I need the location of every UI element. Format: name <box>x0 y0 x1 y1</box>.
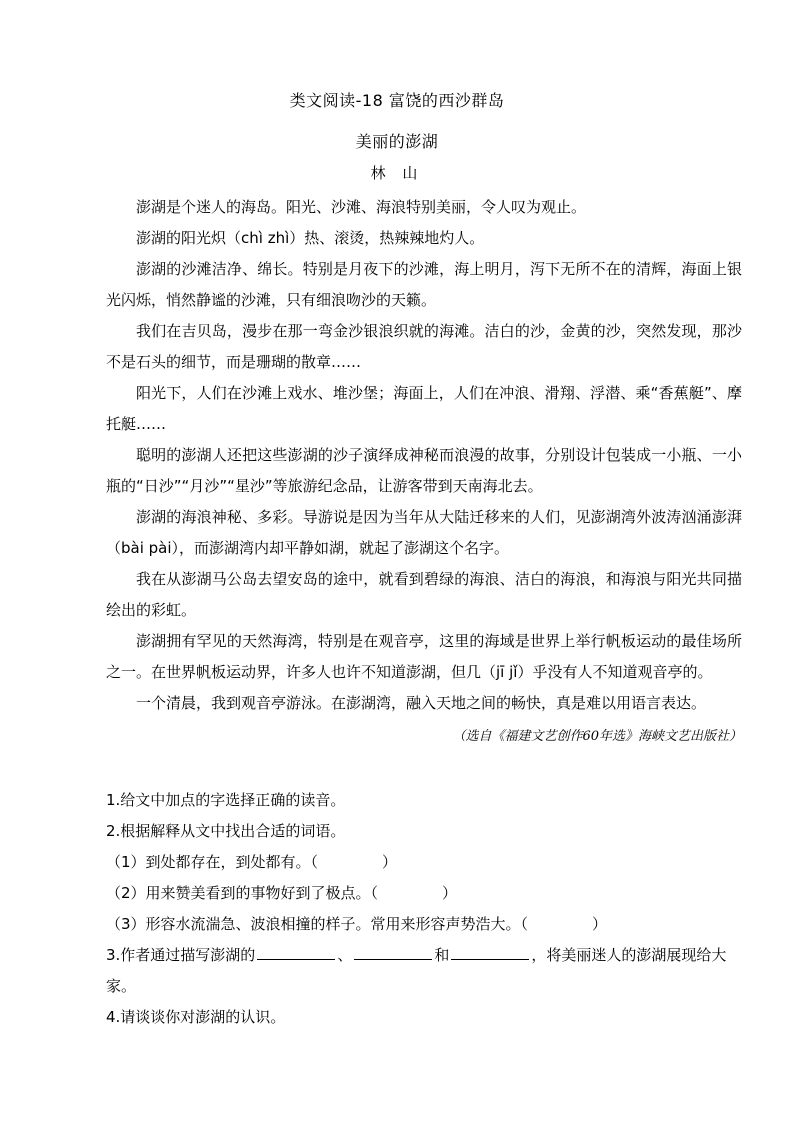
answer-blank[interactable] <box>451 943 529 960</box>
author: 林 山 <box>370 164 424 182</box>
question-2-1-text: （1）到处都存在，到处都有。（ <box>106 853 319 871</box>
passage <box>106 192 742 752</box>
answer-blank[interactable] <box>354 943 432 960</box>
question-2-3-text: （3）形容水流湍急、波浪相撞的样子。常用来形容声势浩大。（ <box>106 915 529 933</box>
paragraph: 一个清晨，我到观音亭游泳。在澎湖湾，融入天地之间的畅快，真是难以用语言表达。 <box>136 694 707 712</box>
series-title: 类文阅读-18 富饶的西沙群岛 <box>289 91 505 110</box>
separator: 、 <box>337 946 353 964</box>
answer-blank[interactable] <box>257 943 335 960</box>
article-title: 美丽的澎湖 <box>355 132 439 151</box>
paragraph: 聪明的澎湖人还把这些澎湖的沙子演绎成神秘而浪漫的故事，分别设计包装成一小瓶、一小瓶的“日沙”“月沙”“星沙”等旅游纪念品，让游客带到天南海北去。 <box>106 446 742 495</box>
paragraph: 澎湖的阳光炽（chì zhì）热、滚烫，热辣辣地灼人。 <box>136 229 485 247</box>
paragraph: 澎湖的海浪神秘、多彩。导游说是因为当年从大陆迁移来的人们，见澎湖湾外波涛汹涌澎湃（bài pài），而澎湖湾内却平静如湖，就起了澎湖这个名字。 <box>106 508 742 557</box>
question-2-1 <box>106 847 746 878</box>
question-1: 1.给文中加点的字选择正确的读音。 <box>106 791 346 809</box>
question-2-2 <box>106 878 746 909</box>
questions <box>106 785 746 1033</box>
paragraph: 我们在吉贝岛，漫步在那一弯金沙银浪织就的海滩。洁白的沙，金黄的沙，突然发现，那沙不是石头的细节，而是珊瑚的散章…… <box>106 322 742 371</box>
paragraph: 澎湖的沙滩洁净、绵长。特别是月夜下的沙滩，海上明月，泻下无所不在的清辉，海面上银光闪烁，悄然静谧的沙滩，只有细浪吻沙的天籁。 <box>106 260 742 309</box>
question-2-2-text: （2）用来赞美看到的事物好到了极点。（ <box>106 884 379 902</box>
paragraph: 阳光下，人们在沙滩上戏水、堆沙堡；海面上，人们在冲浪、滑翔、浮潜、乘“香蕉艇”、摩托艇…… <box>106 384 742 433</box>
close-paren: ） <box>592 915 608 933</box>
question-2-3 <box>106 909 746 940</box>
question-3-tail: ，将美丽迷人的澎湖展现给大家。 <box>106 946 727 995</box>
close-paren: ） <box>382 853 398 871</box>
paragraph: 我在从澎湖马公岛去望安岛的途中，就看到碧绿的海浪、洁白的海浪，和海浪与阳光共同描绘出的彩虹。 <box>106 570 742 619</box>
paragraph: 澎湖是个迷人的海岛。阳光、沙滩、海浪特别美丽，令人叹为观止。 <box>136 198 587 216</box>
question-3-text: 3.作者通过描写澎湖的 <box>106 946 256 964</box>
separator: 和 <box>434 946 450 964</box>
paragraph: 澎湖拥有罕见的天然海湾，特别是在观音亭，这里的海域是世界上举行帆板运动的最佳场所之一。在世界帆板运动界，许多人也许不知道澎湖，但几（jī jǐ）乎没有人不知道观音亭的。 <box>106 632 742 681</box>
close-paren: ） <box>442 884 458 902</box>
source-note: （选自《福建文艺创作60年选》海峡文艺出版社） <box>452 729 742 744</box>
question-3 <box>106 940 746 1002</box>
question-4: 4.请谈谈你对澎湖的认识。 <box>106 1008 286 1026</box>
question-2: 2.根据解释从文中找出合适的词语。 <box>106 822 346 840</box>
